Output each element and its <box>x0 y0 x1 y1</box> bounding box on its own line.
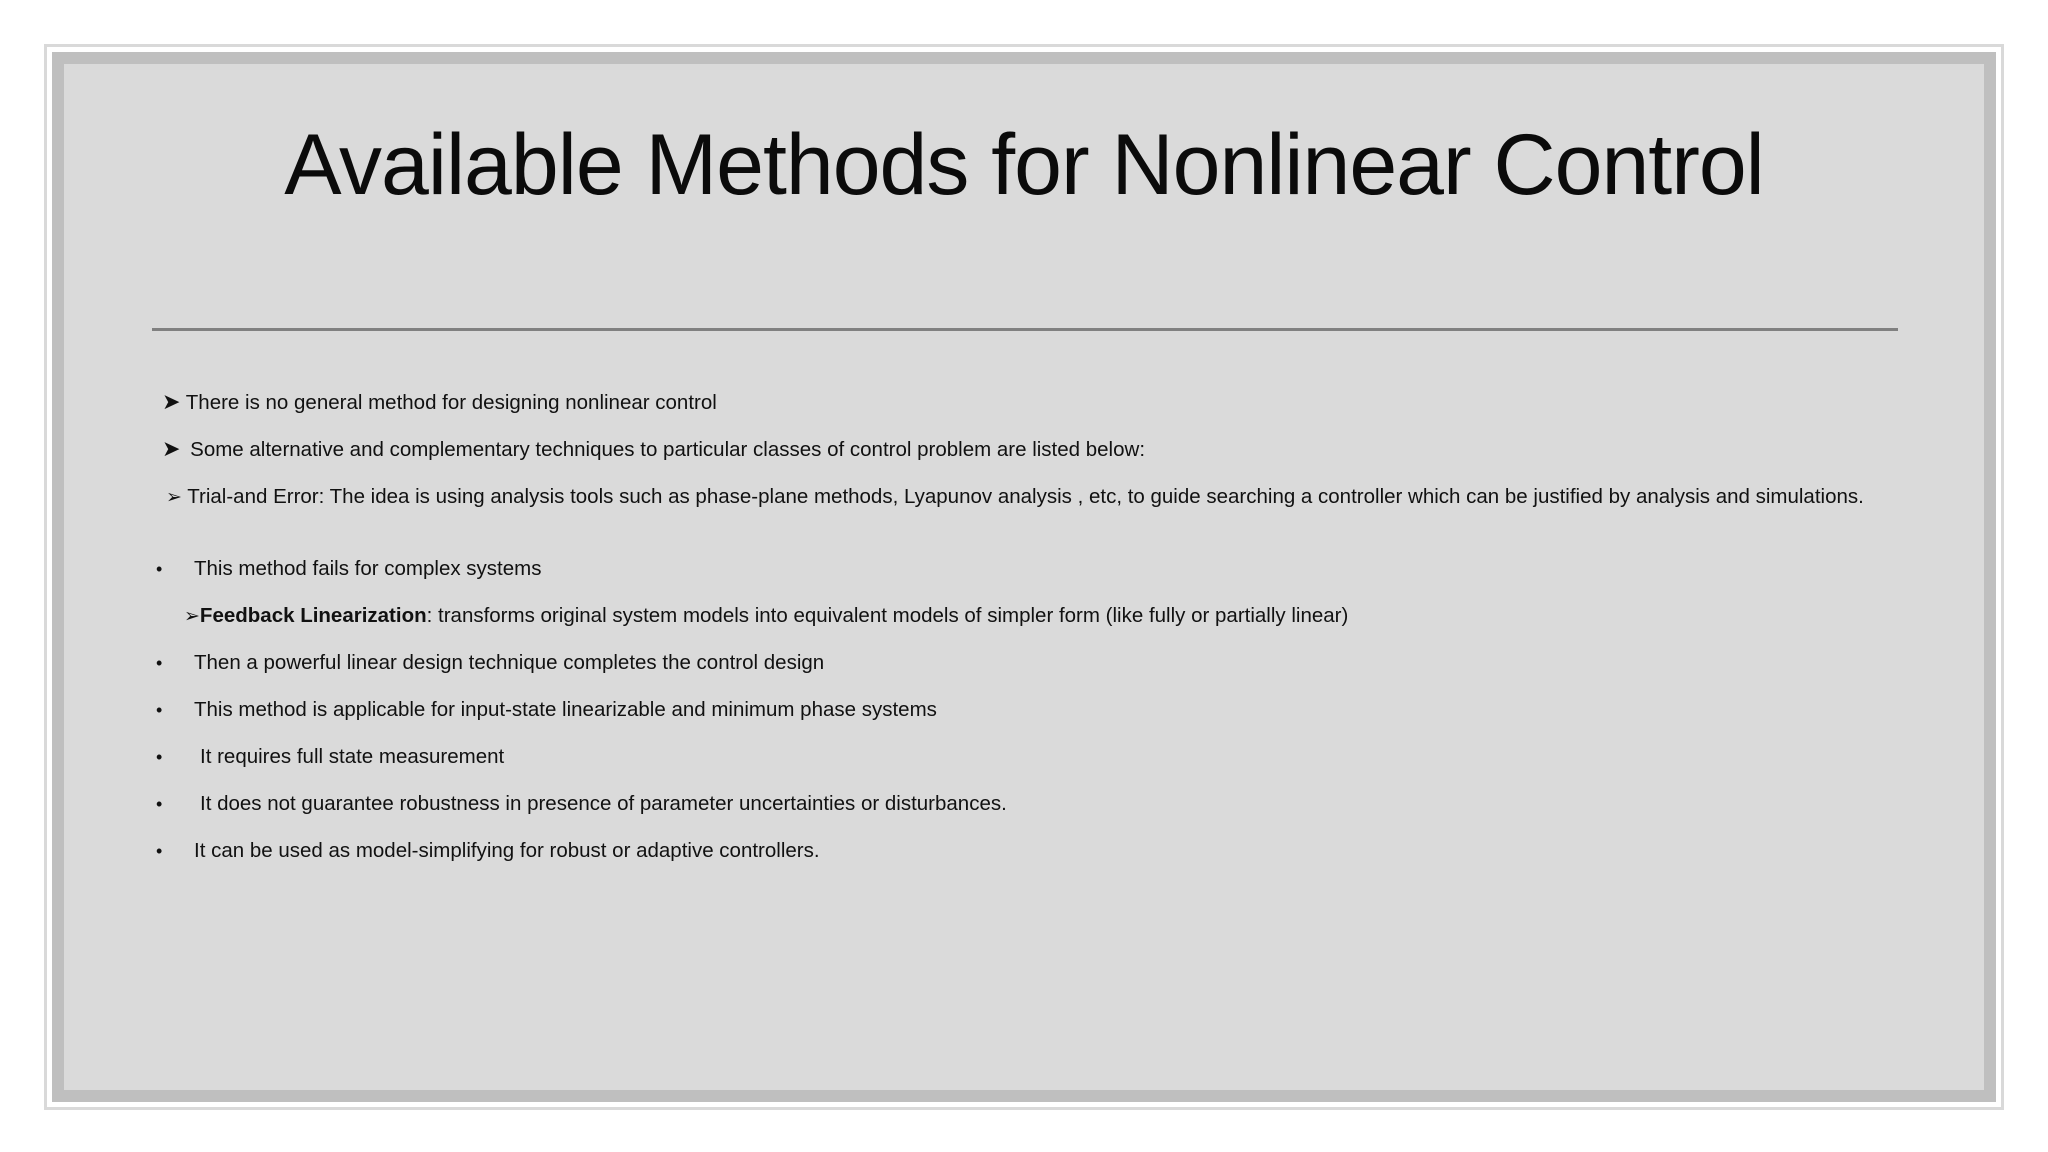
list-item-text: There is no general method for designing nonlinear control <box>185 391 717 414</box>
slide-title: Available Methods for Nonlinear Control <box>284 117 1764 213</box>
arrow-bullet-icon: ➤ <box>162 390 181 415</box>
list-item-text: Trial-and Error: The idea is using analysis tools such as phase-plane methods, Lyapunov analysis , etc, to guide searching a controller which can be justified by analysis and simulations. <box>187 485 1864 508</box>
bullet-icon: • <box>156 700 163 720</box>
list-item <box>156 791 1007 817</box>
bullet-icon: • <box>156 794 163 814</box>
arrow-bullet-icon: ➢ <box>184 605 200 627</box>
list-item <box>156 744 504 770</box>
bullet-icon: • <box>156 653 163 673</box>
bullet-icon: • <box>156 747 163 767</box>
list-item-text: This method is applicable for input-state linearizable and minimum phase systems <box>194 698 937 721</box>
arrow-bullet-icon: ➢ <box>166 486 182 508</box>
list-item-text: Some alternative and complementary techniques to particular classes of control problem are listed below: <box>190 438 1146 461</box>
list-item <box>156 697 937 723</box>
list-item-text: Then a powerful linear design technique completes the control design <box>194 651 825 674</box>
list-item-term: Feedback Linearization <box>199 604 427 627</box>
list-item <box>162 390 717 415</box>
list-item <box>162 437 1145 462</box>
list-item-text: This method fails for complex systems <box>194 557 542 580</box>
list-item <box>156 650 824 676</box>
arrow-bullet-icon: ➤ <box>162 437 181 462</box>
list-item <box>156 484 1876 510</box>
list-item-text: It does not guarantee robustness in presence of parameter uncertainties or disturbances. <box>200 792 1007 815</box>
list-item-text: It requires full state measurement <box>200 745 505 768</box>
list-item <box>184 603 1348 629</box>
list-item <box>156 838 820 864</box>
bullet-icon: • <box>156 841 163 861</box>
title-divider <box>152 328 1898 331</box>
list-item <box>156 556 541 582</box>
bullet-icon: • <box>156 559 163 579</box>
list-item-text: : transforms original system models into equivalent models of simpler form (like fully or partially linear) <box>426 604 1349 627</box>
list-item-text: It can be used as model-simplifying for robust or adaptive controllers. <box>194 839 820 862</box>
